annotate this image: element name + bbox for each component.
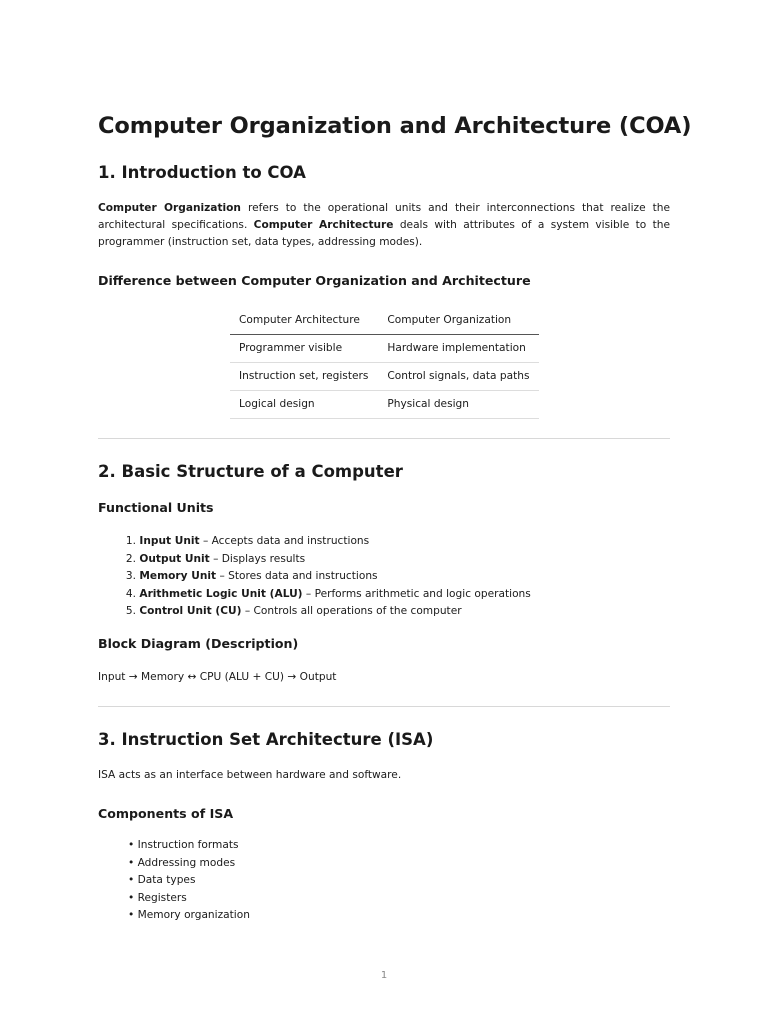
- table-cell: Programmer visible: [230, 334, 378, 362]
- list-item: 2. Output Unit – Displays results: [125, 552, 306, 565]
- table-header-cell: Computer Organization: [378, 306, 539, 334]
- page-number: 1: [380, 970, 388, 981]
- section-3-heading: 3. Instruction Set Architecture (ISA): [98, 730, 434, 749]
- table-cell: Hardware implementation: [378, 334, 539, 362]
- isa-intro: ISA acts as an interface between hardware and software.: [98, 769, 402, 781]
- list-item: • Registers: [128, 891, 187, 904]
- table-cell: Logical design: [230, 390, 378, 418]
- term-computer-organization: Computer Organization: [98, 202, 241, 214]
- difference-heading: Difference between Computer Organization and Architecture: [98, 273, 531, 288]
- list-item: • Instruction formats: [128, 839, 239, 851]
- section-1-heading: 1. Introduction to COA: [98, 163, 306, 182]
- table-cell: Physical design: [378, 390, 539, 418]
- intro-text-1: refers to the operational units and their interconnections that realize the architectural specifications.: [98, 202, 671, 231]
- section-divider: [98, 706, 670, 707]
- components-list: [128, 837, 250, 925]
- functional-units-heading: Functional Units: [98, 500, 214, 515]
- term-computer-architecture: Computer Architecture: [253, 219, 394, 231]
- table-row: [230, 362, 539, 390]
- block-diagram-text: Input → Memory ↔ CPU (ALU + CU) → Output: [98, 671, 337, 683]
- table-cell: Control signals, data paths: [378, 362, 539, 390]
- functional-units-list: [120, 533, 531, 621]
- block-diagram-heading: Block Diagram (Description): [98, 636, 299, 651]
- section-2-heading: 2. Basic Structure of a Computer: [98, 462, 403, 481]
- table-row: [230, 390, 539, 418]
- list-item: 4. Arithmetic Logic Unit (ALU) – Performs arithmetic and logic operations: [125, 587, 531, 600]
- list-item: • Data types: [128, 874, 196, 887]
- intro-paragraph: [98, 200, 670, 251]
- table-row: [230, 334, 539, 362]
- table-header-row: [230, 306, 539, 334]
- table-cell: Instruction set, registers: [230, 362, 378, 390]
- list-item: 1. Input Unit – Accepts data and instructions: [125, 535, 370, 547]
- components-heading: Components of ISA: [98, 806, 234, 821]
- list-item: 3. Memory Unit – Stores data and instructions: [125, 570, 378, 583]
- section-divider: [98, 438, 670, 439]
- list-item: • Memory organization: [128, 909, 250, 922]
- list-item: • Addressing modes: [128, 856, 236, 869]
- intro-text-2: deals with attributes of a system visible to the programmer (instruction set, data types, addressing modes).: [98, 219, 670, 248]
- list-item: 5. Control Unit (CU) – Controls all operations of the computer: [125, 605, 462, 618]
- document-title: Computer Organization and Architecture (COA): [98, 113, 692, 139]
- table-header-cell: Computer Architecture: [230, 306, 378, 334]
- difference-table: [230, 306, 539, 419]
